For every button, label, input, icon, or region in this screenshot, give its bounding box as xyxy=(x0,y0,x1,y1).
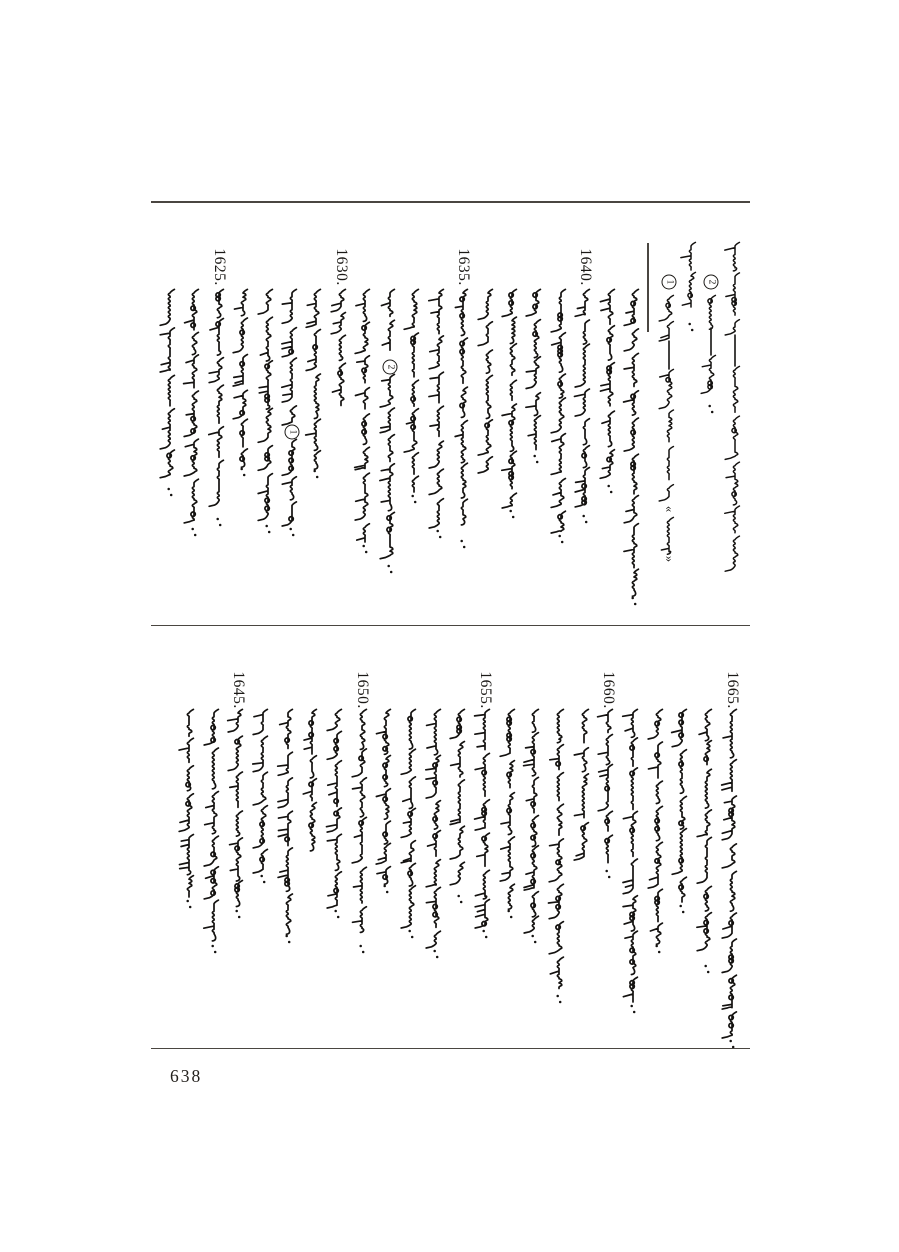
line-end-punctuation xyxy=(260,875,263,878)
mongolian-text-column xyxy=(429,289,444,528)
page-number: 638 xyxy=(170,1066,203,1086)
mongolian-text-column xyxy=(722,709,737,1038)
line-end-punctuation xyxy=(219,524,222,527)
mongolian-text-column xyxy=(475,709,490,928)
mongolian-text-column xyxy=(526,289,541,449)
line-number: 1665. xyxy=(724,671,741,709)
mongolian-text-column xyxy=(598,709,613,862)
line-end-punctuation xyxy=(387,565,390,568)
inline-footnote-marker-2: 2 xyxy=(383,360,398,375)
line-end-punctuation xyxy=(704,965,707,968)
mongolian-text-column xyxy=(551,289,565,533)
footnote-marker-2: 2 xyxy=(704,275,719,290)
line-end-punctuation xyxy=(167,488,170,491)
line-end-punctuation xyxy=(533,455,536,458)
line-end-punctuation xyxy=(265,525,268,528)
line-end-punctuation xyxy=(633,1011,636,1014)
line-end-punctuation xyxy=(362,951,365,954)
mongolian-text-column xyxy=(401,709,415,928)
line-end-punctuation xyxy=(365,551,368,554)
line-end-punctuation xyxy=(531,935,534,938)
line-end-punctuation xyxy=(337,916,340,919)
line-end-punctuation xyxy=(170,494,173,497)
mongolian-text-column xyxy=(502,289,517,508)
line-end-punctuation xyxy=(658,951,661,954)
line-end-punctuation xyxy=(243,474,246,477)
rule-top xyxy=(151,201,750,203)
footnote-end-punctuation xyxy=(711,411,714,414)
mongolian-text-column xyxy=(278,709,293,934)
line-end-punctuation xyxy=(630,1005,633,1008)
line-end-punctuation xyxy=(559,1001,562,1004)
line-number: 1630. xyxy=(333,248,350,286)
line-end-punctuation xyxy=(682,911,685,914)
footnote-text-column xyxy=(659,295,673,341)
line-end-punctuation xyxy=(460,540,463,543)
line-end-punctuation xyxy=(411,495,414,498)
line-end-punctuation xyxy=(240,468,243,471)
line-end-punctuation xyxy=(655,945,658,948)
mongolian-text-column xyxy=(331,289,345,405)
line-end-punctuation xyxy=(334,910,337,913)
mongolian-text-column xyxy=(648,709,662,944)
footnote-text-column xyxy=(661,517,673,554)
mongolian-text-column xyxy=(355,289,370,542)
line-end-punctuation xyxy=(463,546,466,549)
mongolian-text-column xyxy=(233,289,247,467)
footnote-text-column xyxy=(659,369,673,501)
line-end-punctuation xyxy=(414,501,417,504)
line-end-punctuation xyxy=(607,485,610,488)
line-end-punctuation xyxy=(679,905,682,908)
line-number: 1635. xyxy=(455,248,472,286)
mongolian-text-column xyxy=(450,709,464,884)
mongolian-text-column xyxy=(426,709,441,948)
mongolian-text-column xyxy=(624,289,639,596)
line-end-punctuation xyxy=(558,535,561,538)
line-end-punctuation xyxy=(561,541,564,544)
inline-footnote-marker-1: 1 xyxy=(285,425,300,440)
footnote-end-punctuation xyxy=(691,329,694,332)
mongolian-text-column xyxy=(209,289,224,506)
quote-mark-icon: « xyxy=(662,505,677,513)
line-end-punctuation xyxy=(436,530,439,533)
line-end-punctuation xyxy=(238,916,241,919)
line-end-punctuation xyxy=(585,521,588,524)
line-end-punctuation xyxy=(534,941,537,944)
line-end-punctuation xyxy=(386,891,389,894)
mongolian-text-column xyxy=(623,709,638,1002)
footnote-text-column xyxy=(708,295,715,329)
mongolian-text-column xyxy=(204,709,219,941)
mongolian-text-column xyxy=(549,709,564,988)
line-number: 1645. xyxy=(230,671,247,709)
mongolian-text-column xyxy=(352,709,366,932)
mongolian-text-column xyxy=(184,289,199,523)
line-end-punctuation xyxy=(439,536,442,539)
mongolian-text-column xyxy=(697,709,712,950)
line-end-punctuation xyxy=(512,516,515,519)
line-end-punctuation xyxy=(292,534,295,537)
line-end-punctuation xyxy=(582,515,585,518)
line-end-punctuation xyxy=(510,916,513,919)
quote-mark-icon: » xyxy=(662,555,677,563)
line-end-punctuation xyxy=(631,597,634,600)
line-number: 1655. xyxy=(477,671,494,709)
mongolian-text-column xyxy=(672,709,687,902)
footnote-end-punctuation xyxy=(708,405,711,408)
line-end-punctuation xyxy=(634,603,637,606)
line-end-punctuation xyxy=(186,900,189,903)
line-end-punctuation xyxy=(509,510,512,513)
line-number: 1650. xyxy=(354,671,371,709)
line-end-punctuation xyxy=(536,461,539,464)
line-end-punctuation xyxy=(263,881,266,884)
footnote-marker-1: 1 xyxy=(662,275,677,290)
rule-bottom xyxy=(151,1048,750,1050)
line-end-punctuation xyxy=(610,491,613,494)
line-end-punctuation xyxy=(235,910,238,913)
mongolian-text-column xyxy=(478,289,492,473)
line-end-punctuation xyxy=(288,941,291,944)
footnote-text-column xyxy=(701,355,715,393)
line-end-punctuation xyxy=(289,528,292,531)
line-end-punctuation xyxy=(390,571,393,574)
line-end-punctuation xyxy=(194,534,197,537)
mongolian-text-column xyxy=(258,289,272,520)
line-end-punctuation xyxy=(408,930,411,933)
line-end-punctuation xyxy=(507,910,510,913)
line-end-punctuation xyxy=(411,936,414,939)
footnote-separator-rule xyxy=(647,243,649,332)
line-end-punctuation xyxy=(556,995,559,998)
line-end-punctuation xyxy=(485,936,488,939)
line-end-punctuation xyxy=(189,906,192,909)
footnote-text-column xyxy=(725,242,740,335)
mongolian-text-column xyxy=(600,289,614,478)
line-end-punctuation xyxy=(457,895,460,898)
line-end-punctuation xyxy=(268,531,271,534)
line-end-punctuation xyxy=(316,476,319,479)
line-end-punctuation xyxy=(191,528,194,531)
footnote-text-column xyxy=(725,366,740,571)
line-end-punctuation xyxy=(211,945,214,948)
line-end-punctuation xyxy=(482,930,485,933)
mongolian-text-column xyxy=(327,709,342,908)
line-end-punctuation xyxy=(707,971,710,974)
mongolian-text-column xyxy=(228,709,243,906)
mongolian-text-column xyxy=(253,709,268,873)
line-end-punctuation xyxy=(460,901,463,904)
mongolian-text-column xyxy=(575,289,590,507)
line-number: 1660. xyxy=(600,671,617,709)
mongolian-text-column xyxy=(404,289,418,492)
line-end-punctuation xyxy=(362,545,365,548)
line-number: 1625. xyxy=(211,248,228,286)
mongolian-text-column xyxy=(574,709,588,860)
line-end-punctuation xyxy=(313,470,316,473)
line-end-punctuation xyxy=(214,951,217,954)
line-end-punctuation xyxy=(729,1040,732,1043)
line-end-punctuation xyxy=(608,876,611,879)
mongolian-text-column xyxy=(455,289,467,525)
mongolian-text-column xyxy=(179,709,193,897)
rule-middle xyxy=(151,625,750,627)
line-number: 1640. xyxy=(577,248,594,286)
mongolian-text-column xyxy=(500,709,514,909)
mongolian-text-column xyxy=(282,289,297,526)
mongolian-text-column xyxy=(303,709,316,851)
line-end-punctuation xyxy=(383,885,386,888)
mongolian-text-column xyxy=(524,709,539,933)
line-end-punctuation xyxy=(216,518,219,521)
line-end-punctuation xyxy=(605,870,608,873)
line-end-punctuation xyxy=(433,950,436,953)
mongolian-text-column xyxy=(376,709,390,884)
mongolian-text-column xyxy=(306,289,321,469)
mongolian-text-column xyxy=(380,289,395,558)
footnote-end-punctuation xyxy=(688,323,691,326)
footnote-text-column xyxy=(681,242,696,307)
line-end-punctuation xyxy=(359,945,362,948)
line-end-punctuation xyxy=(285,935,288,938)
line-end-punctuation xyxy=(436,956,439,959)
mongolian-text-column xyxy=(160,289,174,477)
